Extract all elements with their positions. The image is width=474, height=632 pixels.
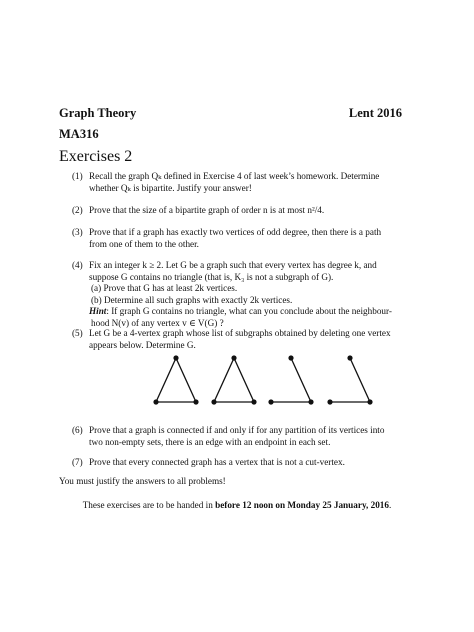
exercise-4 bbox=[72, 260, 402, 330]
exercise-line: Prove that if a graph has exactly two vertices of odd degree, then there is a path bbox=[89, 227, 382, 237]
exercise-number: (2) bbox=[72, 205, 83, 215]
exercise-line: Prove that every connected graph has a vertex that is not a cut-vertex. bbox=[89, 457, 345, 467]
exercise-number: (4) bbox=[72, 260, 83, 270]
exercise-line: suppose G contains no triangle (that is, K₃ is not a subgraph of G). bbox=[89, 271, 334, 282]
exercise-line: Recall the graph Qₖ defined in Exercise 4 of last week’s homework. Determine bbox=[89, 171, 380, 181]
exercise-line: whether Qₖ is bipartite. Justify your answer! bbox=[89, 182, 252, 193]
subgraph-4-path bbox=[330, 358, 370, 402]
exercise-number: (6) bbox=[72, 425, 83, 435]
exercise-line: Prove that a graph is connected if and only if for any partition of its vertices into bbox=[89, 425, 385, 435]
exercise-2 bbox=[72, 205, 402, 217]
course-title: Graph Theory bbox=[59, 106, 137, 120]
exercise-6 bbox=[72, 425, 402, 448]
subgraph-3-path bbox=[271, 358, 311, 402]
deadline-time: before 12 noon on Monday 25 January, 2016 bbox=[215, 500, 389, 510]
term-label: Lent 2016 bbox=[348, 106, 402, 120]
justify-note: You must justify the answers to all problems! bbox=[59, 476, 226, 486]
page-header bbox=[59, 106, 402, 124]
subgraph-1-vertices bbox=[153, 355, 198, 404]
exercise-line: two non-empty sets, there is an edge with an endpoint in each set. bbox=[89, 436, 331, 447]
exercise-part-a: (a) Prove that G has at least 2k vertices. bbox=[91, 283, 238, 294]
subgraph-2-vertices bbox=[211, 355, 256, 404]
subgraph-1-triangle bbox=[156, 358, 196, 402]
exercise-number: (3) bbox=[72, 227, 83, 237]
subgraph-2-triangle bbox=[214, 358, 254, 402]
exercise-number: (7) bbox=[72, 457, 83, 467]
exercise-1 bbox=[72, 171, 402, 194]
hint-text-continued: hood N(v) of any vertex v ∈ V(G) ? bbox=[91, 317, 224, 328]
deadline-suffix: . bbox=[389, 500, 392, 510]
exercise-5 bbox=[72, 328, 402, 351]
exercise-number: (5) bbox=[72, 328, 83, 338]
exercise-part-b: (b) Determine all such graphs with exactly 2k vertices. bbox=[91, 294, 293, 305]
exercise-line: from one of them to the other. bbox=[89, 238, 199, 249]
exercise-3 bbox=[72, 227, 402, 250]
deadline-prefix: These exercises are to be handed in bbox=[82, 500, 216, 510]
course-code: MA316 bbox=[59, 127, 99, 141]
exercise-7 bbox=[72, 457, 402, 469]
hint-label: Hint bbox=[89, 306, 107, 317]
exercise-line: Let G be a 4-vertex graph whose list of subgraphs obtained by deleting one vertex bbox=[89, 328, 391, 338]
vertex-deleted-subgraphs-figure bbox=[150, 352, 380, 422]
deadline-note bbox=[72, 500, 402, 510]
exercise-number: (1) bbox=[72, 171, 83, 181]
sheet-title: Exercises 2 bbox=[59, 148, 133, 165]
subgraph-3-vertices bbox=[268, 355, 313, 404]
hint-text: : If graph G contains no triangle, what can you conclude about the neighbour- bbox=[106, 306, 392, 317]
exercise-line: Fix an integer k ≥ 2. Let G be a graph such that every vertex has degree k, and bbox=[89, 260, 377, 270]
subgraph-4-vertices bbox=[327, 355, 372, 404]
exercise-line: appears below. Determine G. bbox=[89, 339, 196, 350]
exercise-hint bbox=[89, 306, 402, 318]
exercise-line: Prove that the size of a bipartite graph of order n is at most n²/4. bbox=[89, 205, 325, 215]
